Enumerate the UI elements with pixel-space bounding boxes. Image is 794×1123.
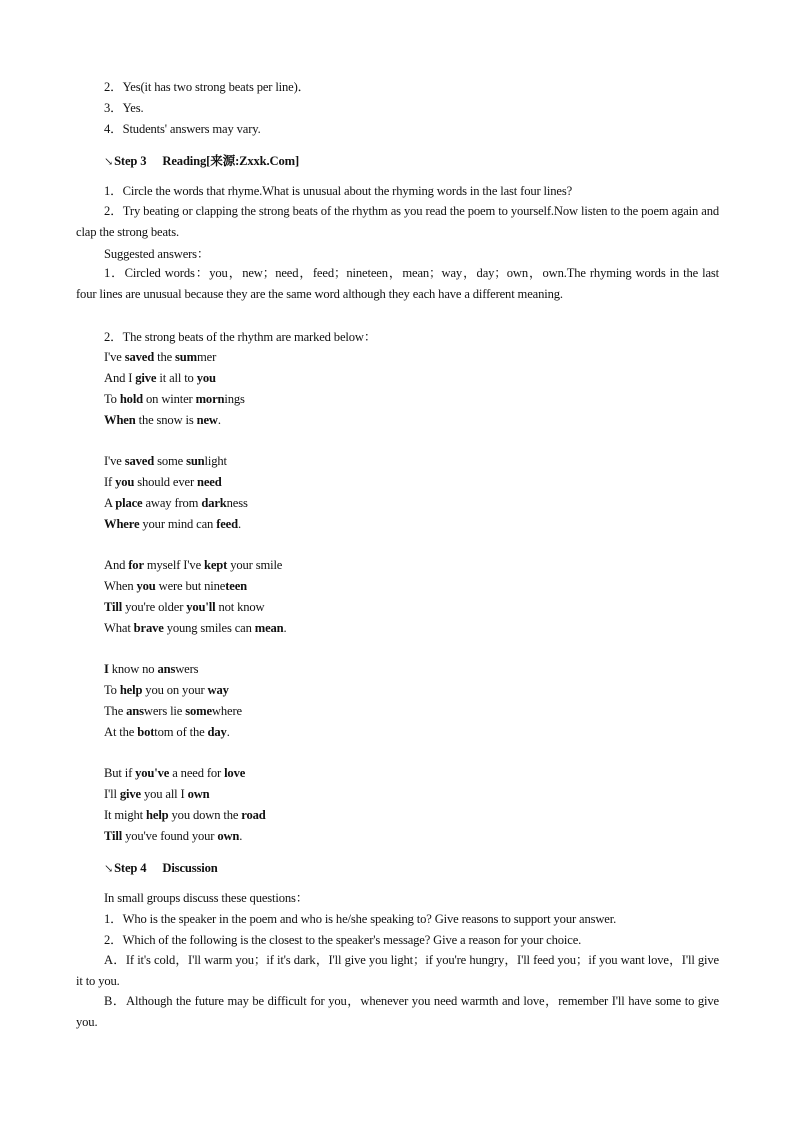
poem-text: a need for (169, 766, 225, 780)
poem-line (104, 516, 287, 537)
strong-beat: place (115, 496, 143, 510)
strong-beat: give (119, 787, 141, 801)
strong-beat: Where (104, 517, 140, 531)
poem-text: And I (104, 371, 136, 385)
poem-text: . (239, 829, 243, 843)
strong-beat: own (187, 787, 210, 801)
stanza-gap (104, 745, 287, 765)
strong-beat: kept (204, 558, 228, 572)
poem-line (104, 599, 287, 620)
stanza-gap (104, 433, 287, 453)
discussion-question: 2．Which of the following is the closest to the speaker's message? Give a reason for your choice. (104, 933, 582, 947)
discussion-question: 1．Who is the speaker in the poem and who is he/she speaking to? Give reasons to support your answer. (104, 912, 617, 926)
strong-beat: you'll (186, 600, 216, 614)
poem-text: you've found your (122, 829, 218, 843)
poem-text: away from (142, 496, 202, 510)
poem-text: myself I've (143, 558, 205, 572)
strong-beat: some (185, 704, 212, 718)
strong-beat: teen (225, 579, 247, 593)
strong-beat: Till (104, 600, 123, 614)
strong-beat: brave (133, 621, 164, 635)
poem-text: the (154, 350, 176, 364)
strong-beat: ans (157, 662, 176, 676)
strong-beat: own (217, 829, 240, 843)
answer-line: 4．Students' answers may vary. (104, 122, 261, 136)
poem-line (104, 620, 287, 641)
poem-text: light (204, 454, 227, 468)
strong-beat: for (128, 558, 144, 572)
poem-line (104, 349, 287, 370)
suggested-answer-line: 2．The strong beats of the rhythm are marked below： (104, 330, 377, 344)
poem-text: where (211, 704, 242, 718)
step3-heading (104, 153, 299, 170)
strong-beat: you (196, 371, 216, 385)
poem-line (104, 370, 287, 391)
strong-beat: day (207, 725, 227, 739)
poem-text: your mind can (139, 517, 217, 531)
poem-text: were but nine (155, 579, 226, 593)
strong-beat: road (241, 808, 266, 822)
poem-line (104, 412, 287, 433)
poem-text: To (104, 392, 120, 406)
answer-line: 3．Yes. (104, 101, 144, 115)
poem-line (104, 557, 287, 578)
poem-text: should ever (134, 475, 198, 489)
poem-line (104, 828, 287, 849)
strong-beat: way (207, 683, 229, 697)
poem-text: It might (104, 808, 147, 822)
strong-beat: saved (124, 350, 155, 364)
strong-beat: I (104, 662, 109, 676)
poem-text: And (104, 558, 129, 572)
strong-beat: hold (119, 392, 144, 406)
step3-title: Reading[来源:Zxxk.Com] (162, 154, 300, 168)
suggested-answers-label: Suggested answers： (104, 247, 210, 261)
strong-beat: bot (137, 725, 155, 739)
stanza-gap (104, 641, 287, 661)
poem-text: you're older (122, 600, 187, 614)
poem-line (104, 453, 287, 474)
discussion-option: A．If it's cold，I'll warm you；if it's dark，I'll give you light；if you're hungry，I'll feed you；if you want love，I'll give it to you. (76, 953, 719, 988)
poem-text: . (237, 517, 241, 531)
strong-beat: Till (104, 829, 123, 843)
poem-text: you all I (140, 787, 188, 801)
poem-text: . (217, 413, 221, 427)
task-paragraph: 2．Try beating or clapping the strong beats of the rhythm as you read the poem to yourself.Now listen to the poem again and clap the strong beats. (76, 204, 719, 239)
poem-text: A (104, 496, 116, 510)
step4-heading (104, 860, 218, 877)
step-marker-icon: ↘ (104, 156, 114, 168)
poem-text: it all to (156, 371, 197, 385)
poem-text: ness (226, 496, 248, 510)
poem-line (104, 661, 287, 682)
poem-text: on winter (143, 392, 196, 406)
poem-text: you down the (168, 808, 242, 822)
poem-text: I've (104, 350, 125, 364)
poem-text: young smiles can (163, 621, 255, 635)
poem-text: not know (215, 600, 265, 614)
poem-line (104, 807, 287, 828)
poem-text: the snow is (135, 413, 197, 427)
strong-beat: ans (126, 704, 144, 718)
step-marker-icon: ↘ (104, 863, 114, 875)
poem-text: ings (224, 392, 245, 406)
poem-text: What (104, 621, 134, 635)
stanza-gap (104, 537, 287, 557)
poem-text: If (104, 475, 116, 489)
poem (104, 349, 287, 849)
poem-text: your smile (227, 558, 283, 572)
strong-beat: help (119, 683, 143, 697)
strong-beat: new (196, 413, 218, 427)
step4-title: Discussion (162, 861, 218, 875)
strong-beat: feed (216, 517, 238, 531)
poem-line (104, 495, 287, 516)
poem-text: wers lie (143, 704, 186, 718)
poem-text: At the (104, 725, 138, 739)
poem-text: wers (175, 662, 199, 676)
poem-line (104, 724, 287, 745)
step4-label: Step 4 (114, 861, 147, 875)
poem-line (104, 391, 287, 412)
discussion-intro: In small groups discuss these questions： (104, 891, 309, 905)
strong-beat: you've (135, 766, 170, 780)
strong-beat: mean (254, 621, 284, 635)
poem-line (104, 578, 287, 599)
poem-text: mer (196, 350, 217, 364)
answer-line: 2．Yes(it has two strong beats per line)． (104, 80, 311, 94)
strong-beat: love (224, 766, 246, 780)
poem-text: you on your (142, 683, 208, 697)
poem-line (104, 474, 287, 495)
poem-line (104, 765, 287, 786)
poem-line (104, 786, 287, 807)
strong-beat: you (136, 579, 156, 593)
strong-beat: help (146, 808, 169, 822)
suggested-answer-paragraph: 1．Circled words：you，new；need，feed；nineteen，mean；way，day；own，own.The rhyming words in the last four lines are unusual because they are the same word although they each have a different meaning. (76, 266, 719, 301)
strong-beat: sun (186, 454, 205, 468)
poem-text: I'll (104, 787, 120, 801)
strong-beat: saved (124, 454, 155, 468)
poem-text: know no (108, 662, 158, 676)
poem-text: tom of the (154, 725, 208, 739)
poem-text: I've (104, 454, 125, 468)
strong-beat: sum (175, 350, 197, 364)
poem-text: . (283, 621, 287, 635)
strong-beat: morn (195, 392, 225, 406)
poem-text: The (104, 704, 127, 718)
poem-text: When (104, 579, 137, 593)
poem-text: some (154, 454, 187, 468)
poem-line (104, 682, 287, 703)
poem-text: To (104, 683, 120, 697)
poem-text: But if (104, 766, 136, 780)
discussion-option: B．Although the future may be difficult for you，whenever you need warmth and love，remember I'll have some to give you. (76, 994, 719, 1029)
strong-beat: need (197, 475, 222, 489)
poem-text: . (226, 725, 230, 739)
strong-beat: you (115, 475, 135, 489)
task-line: 1．Circle the words that rhyme.What is unusual about the rhyming words in the last four lines? (104, 184, 573, 198)
strong-beat: When (104, 413, 136, 427)
step3-label: Step 3 (114, 154, 147, 168)
poem-line (104, 703, 287, 724)
strong-beat: dark (201, 496, 227, 510)
strong-beat: give (135, 371, 157, 385)
